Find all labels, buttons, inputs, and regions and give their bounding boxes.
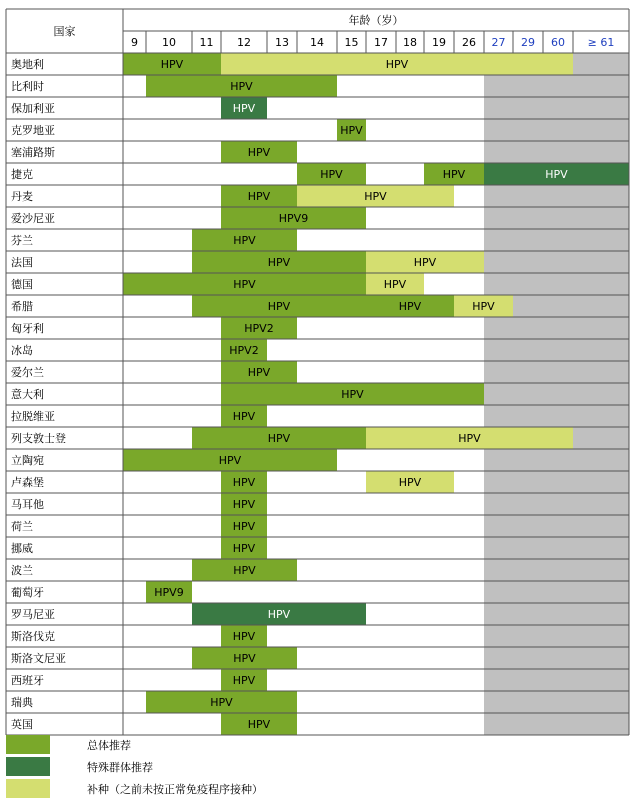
schedule-bar-label: HPV: [267, 432, 291, 445]
country-label: 西班牙: [11, 674, 44, 687]
country-label: 爱尔兰: [11, 366, 44, 379]
schedule-bar-label: HPV: [458, 432, 481, 445]
country-label: 冰岛: [11, 344, 33, 357]
schedule-bar-label: HPV: [233, 234, 256, 247]
schedule-bar-label: HPV: [247, 366, 271, 379]
age-tick-label: 11: [199, 36, 214, 49]
schedule-bar-label: HPV: [442, 168, 466, 181]
country-label: 罗马尼亚: [11, 608, 55, 621]
schedule-bar-label: HPV: [383, 278, 407, 291]
schedule-bar-label: HPV9: [278, 212, 309, 225]
age-tick-label: 60: [551, 36, 565, 49]
country-label: 塞浦路斯: [11, 146, 55, 159]
corner-label: 国家: [53, 25, 76, 38]
schedule-bar-label: HPV: [218, 454, 242, 467]
age-tick-label: 13: [275, 36, 289, 49]
age-tick-label: 15: [344, 36, 359, 49]
country-label: 德国: [11, 278, 33, 291]
not-applicable-region: [484, 53, 629, 735]
country-label: 英国: [11, 718, 33, 731]
country-label: 芬兰: [11, 234, 33, 247]
schedule-bar-label: HPV: [320, 168, 343, 181]
country-label: 斯洛伐克: [11, 630, 55, 643]
schedule-bar-label: HPV: [341, 388, 364, 401]
schedule-bar-label: HPV: [232, 410, 256, 423]
schedule-bar-label: HPV: [385, 58, 409, 71]
schedule-bar-label: HPV9: [154, 586, 184, 599]
country-label: 瑞典: [11, 696, 33, 709]
legend-label: 特殊群体推荐: [87, 761, 153, 774]
schedule-bar-label: HPV: [210, 696, 233, 709]
age-tick-label: 14: [310, 36, 324, 49]
schedule-bar-label: HPV: [232, 542, 256, 555]
schedule-bar-label: HPV: [247, 146, 271, 159]
country-label: 挪威: [11, 542, 33, 555]
schedule-bar-label: HPV: [364, 190, 387, 203]
country-label: 葡萄牙: [11, 586, 44, 599]
schedule-bar-label: HPV: [247, 718, 271, 731]
schedule-bar-label: HPV: [230, 80, 253, 93]
schedule-bar-label: HPV: [232, 476, 256, 489]
country-label: 克罗地亚: [11, 124, 55, 137]
country-label: 马耳他: [11, 498, 44, 511]
schedule-bar-label: HPV: [267, 256, 291, 269]
schedule-bar-label: HPV: [232, 498, 256, 511]
age-tick-label: 9: [131, 36, 138, 49]
schedule-bar-label: HPV: [233, 564, 256, 577]
schedule-bar-label: HPV: [232, 520, 256, 533]
country-label: 拉脱维亚: [11, 410, 55, 423]
schedule-bar-label: HPV: [233, 652, 256, 665]
country-label: 列支敦士登: [11, 432, 66, 445]
schedule-bar-label: HPV: [472, 300, 495, 313]
country-label: 波兰: [11, 564, 33, 577]
age-tick-label: 10: [162, 36, 176, 49]
schedule-bar-label: HPV: [340, 124, 363, 137]
schedule-bar-label: HPV: [160, 58, 184, 71]
schedule-bar-label: HPV: [545, 168, 568, 181]
country-label: 匈牙利: [11, 322, 44, 335]
legend-swatch: [6, 779, 50, 798]
country-label: 荷兰: [11, 520, 33, 533]
schedule-bar-label: HPV: [233, 278, 256, 291]
age-tick-label: 29: [521, 36, 535, 49]
legend-label: 总体推荐: [87, 739, 131, 752]
schedule-bar-label: HPV: [267, 608, 291, 621]
age-tick-label: 19: [432, 36, 446, 49]
schedule-bar-label: HPV: [232, 630, 256, 643]
country-label: 捷克: [11, 168, 33, 181]
schedule-bar-label: HPV: [247, 190, 271, 203]
schedule-bar-label: HPV: [398, 300, 422, 313]
country-label: 卢森堡: [11, 476, 44, 489]
schedule-bar-label: HPV: [232, 674, 256, 687]
country-label: 法国: [11, 256, 33, 269]
schedule-bar-label: HPV2: [244, 322, 274, 335]
age-tick-label: 26: [462, 36, 476, 49]
country-label: 意大利: [11, 388, 44, 401]
country-label: 斯洛文尼亚: [11, 652, 66, 665]
schedule-bar-label: HPV: [232, 102, 256, 115]
country-label: 奥地利: [11, 58, 44, 71]
age-tick-label: 27: [491, 36, 506, 49]
country-label: 希腊: [11, 300, 33, 313]
schedule-bar-label: HPV: [398, 476, 422, 489]
age-tick-label: 17: [374, 36, 388, 49]
legend-swatch: [6, 735, 50, 754]
age-tick-label: ≥ 61: [587, 36, 615, 49]
country-label: 比利时: [11, 80, 44, 93]
schedule-bar-label: HPV2: [229, 344, 259, 357]
age-tick-label: 12: [237, 36, 251, 49]
age-tick-label: 18: [403, 36, 417, 49]
schedule-bar-label: HPV: [413, 256, 437, 269]
legend-label: 补种（之前未按正常免疫程序接种）: [87, 783, 263, 796]
country-label: 丹麦: [11, 190, 33, 203]
age-header: 年龄（岁）: [348, 14, 404, 27]
country-label: 保加利亚: [11, 102, 55, 115]
country-label: 爱沙尼亚: [11, 212, 55, 225]
legend-swatch: [6, 757, 50, 776]
country-label: 立陶宛: [11, 454, 44, 467]
schedule-bar-label: HPV: [267, 300, 291, 313]
